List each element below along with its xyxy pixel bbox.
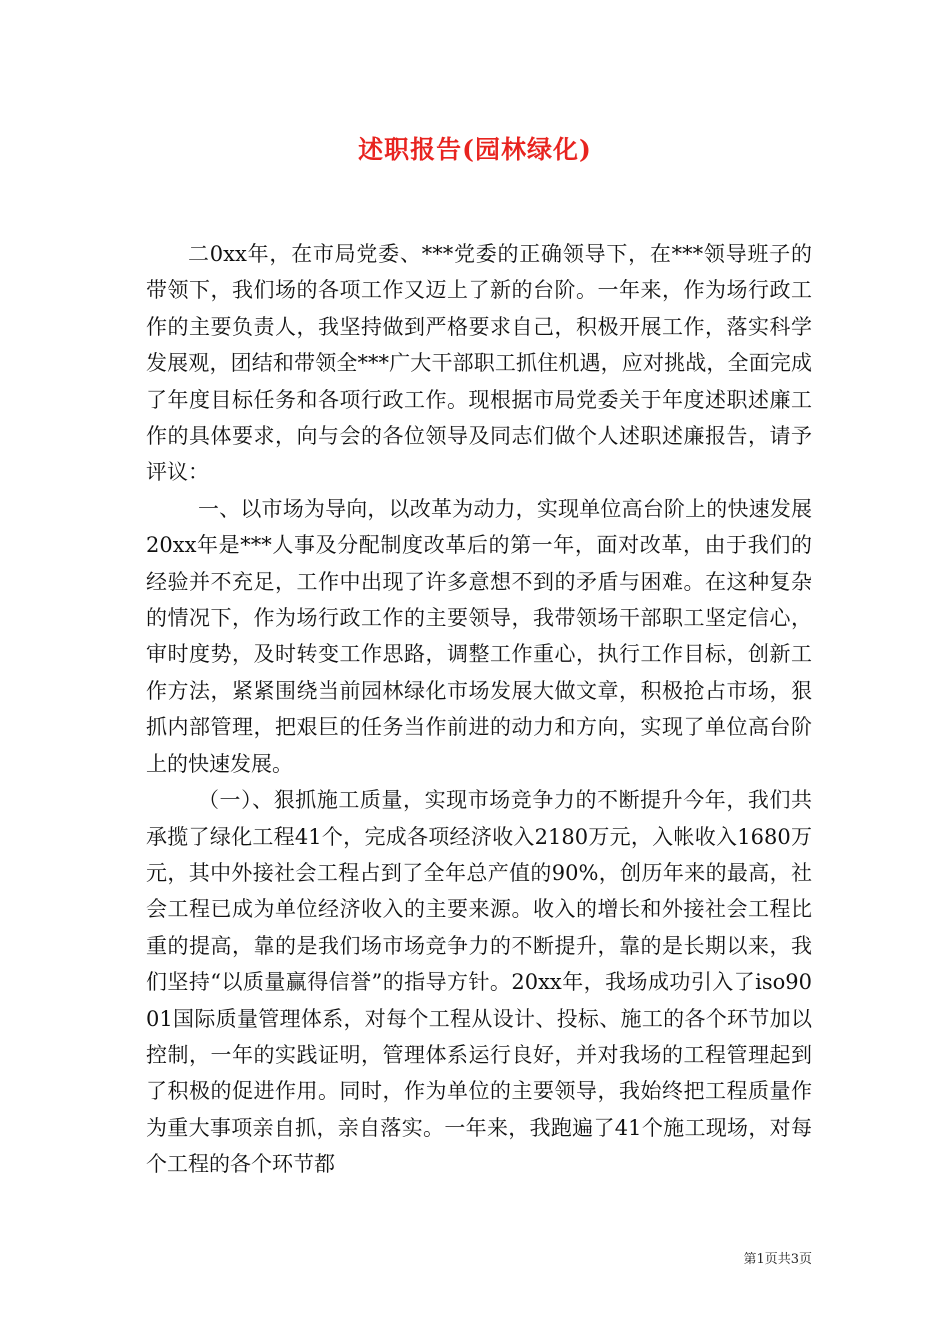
document-body	[146, 236, 812, 1183]
page-number: 第1页共3页	[743, 1252, 812, 1267]
paragraph-section-one: 一、以市场为导向，以改革为动力，实现单位高台阶上的快速发展20xx年是***人事及分配制度改革后的第一年，面对改革，由于我们的经验并不充足，工作中出现了许多意想不到的矛盾与困难。在这种复杂的情况下，作为场行政工作的主要领导，我带领场干部职工坚定信心，审时度势，及时转变工作思路，调整工作重心，执行工作目标，创新工作方法，紧紧围绕当前园林绿化市场发展大做文章，积极抢占市场，狠抓内部管理，把艰巨的任务当作前进的动力和方向，实现了单位高台阶上的快速发展。	[146, 496, 812, 776]
paragraph-subsection-one: （一）、狠抓施工质量，实现市场竞争力的不断提升今年，我们共承揽了绿化工程41个，完成各项经济收入2180万元，入帐收入1680万元，其中外接社会工程占到了全年总产值的90%，创历年来的最高，社会工程已成为单位经济收入的主要来源。收入的增长和外接社会工程比重的提高，靠的是我们场市场竞争力的不断提升，靠的是长期以来，我们坚持“以质量赢得信誉”的指导方针。20xx年，我场成功引入了iso9001国际质量管理体系，对每个工程从设计、投标、施工的各个环节加以控制，一年的实践证明，管理体系运行良好，并对我场的工程管理起到了积极的促进作用。同时，作为单位的主要领导，我始终把工程质量作为重大事项亲自抓，亲自落实。一年来，我跑遍了41个施工现场，对每个工程的各个环节都	[146, 788, 812, 1177]
paragraph-intro: 二0xx年，在市局党委、***党委的正确领导下，在***领导班子的带领下，我们场的各项工作又迈上了新的台阶。一年来，作为场行政工作的主要负责人，我坚持做到严格要求自己，积极开展工作，落实科学发展观，团结和带领全***广大干部职工抓住机遇，应对挑战，全面完成了年度目标任务和各项行政工作。现根据市局党委关于年度述职述廉工作的具体要求，向与会的各位领导及同志们做个人述职述廉报告，请予评议：	[146, 242, 812, 485]
document-title: 述职报告(园林绿化)	[358, 135, 592, 164]
